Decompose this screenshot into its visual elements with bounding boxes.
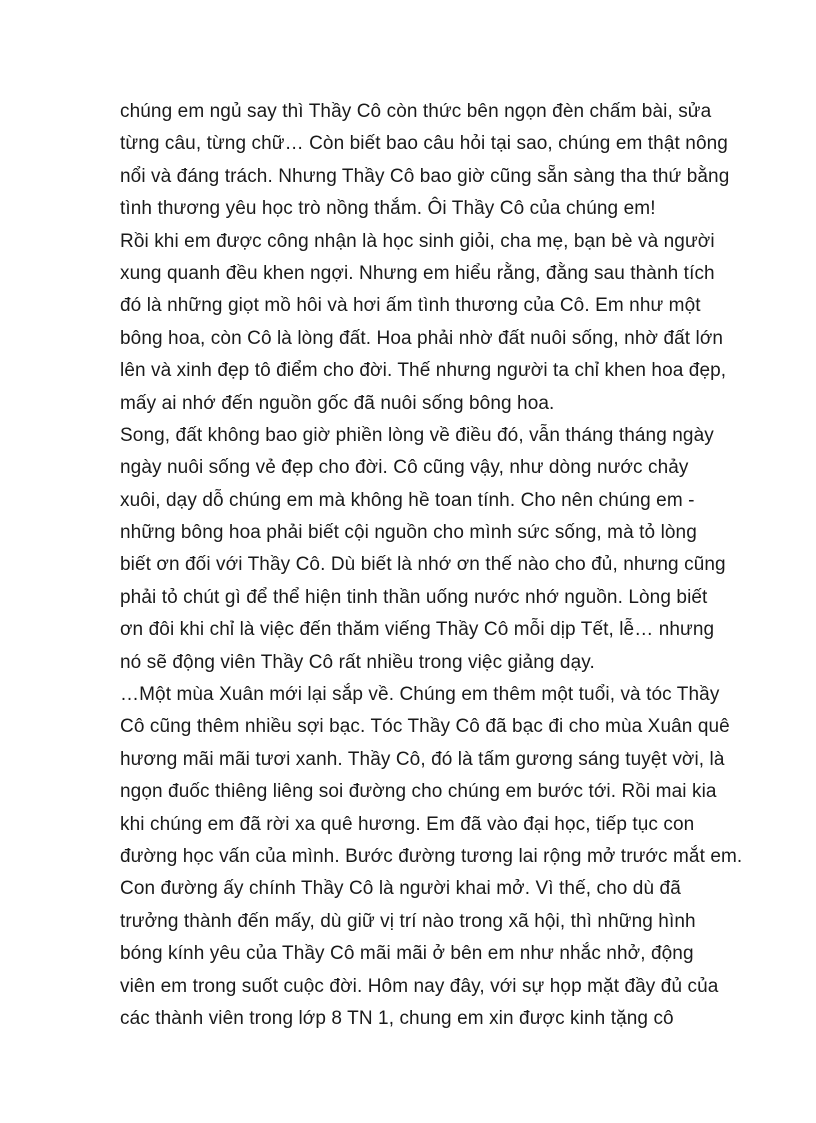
- text-line: những bông hoa phải biết cội nguồn cho mình sức sống, mà tỏ lòng: [120, 522, 697, 544]
- text-line: khi chúng em đã rời xa quê hương. Em đã vào đại học, tiếp tục con: [120, 813, 695, 835]
- text-line: các thành viên trong lớp 8 TN 1, chung em xin được kinh tặng cô: [120, 1007, 674, 1029]
- text-line: nó sẽ động viên Thầy Cô rất nhiều trong việc giảng dạy.: [120, 651, 595, 673]
- text-line: ngọn đuốc thiêng liêng soi đường cho chúng em bước tới. Rồi mai kia: [120, 781, 717, 803]
- text-line: Rồi khi em được công nhận là học sinh giỏi, cha mẹ, bạn bè và người: [120, 230, 715, 252]
- text-line: chúng em ngủ say thì Thầy Cô còn thức bên ngọn đèn chấm bài, sửa: [120, 101, 712, 122]
- body-text: [120, 96, 743, 1035]
- text-line: bóng kính yêu của Thầy Cô mãi mãi ở bên em như nhắc nhở, động: [120, 943, 694, 965]
- text-line: Con đường ấy chính Thầy Cô là người khai mở. Vì thế, cho dù đã: [120, 878, 681, 900]
- text-line: ngày nuôi sống vẻ đẹp cho đời. Cô cũng vậy, như dòng nước chảy: [120, 457, 689, 479]
- text-line: mấy ai nhớ đến nguồn gốc đã nuôi sống bông hoa.: [120, 392, 555, 414]
- text-line: trưởng thành đến mấy, dù giữ vị trí nào trong xã hội, thì những hình: [120, 910, 696, 932]
- text-line: bông hoa, còn Cô là lòng đất. Hoa phải nhờ đất nuôi sống, nhờ đất lớn: [120, 327, 724, 349]
- text-line: phải tỏ chút gì để thể hiện tinh thần uống nước nhớ nguồn. Lòng biết: [120, 586, 708, 608]
- text-line: viên em trong suốt cuộc đời. Hôm nay đây, với sự họp mặt đầy đủ của: [120, 975, 719, 997]
- text-line: từng câu, từng chữ… Còn biết bao câu hỏi tại sao, chúng em thật nông: [120, 133, 728, 155]
- text-line: hương mãi mãi tươi xanh. Thầy Cô, đó là tấm gương sáng tuyệt vời, là: [120, 748, 725, 770]
- text-line: nổi và đáng trách. Nhưng Thầy Cô bao giờ cũng sẵn sàng tha thứ bằng: [120, 165, 730, 187]
- text-line: lên và xinh đẹp tô điểm cho đời. Thế nhưng người ta chỉ khen hoa đẹp,: [120, 360, 727, 382]
- text-line: biết ơn đối với Thầy Cô. Dù biết là nhớ ơn thế nào cho đủ, nhưng cũng: [120, 554, 726, 576]
- text-line: đường học vấn của mình. Bước đường tương lai rộng mở trước mắt em.: [120, 845, 743, 867]
- text-line: Song, đất không bao giờ phiền lòng về điều đó, vẫn tháng tháng ngày: [120, 424, 714, 446]
- text-line: đó là những giọt mồ hôi và hơi ấm tình thương của Cô. Em như một: [120, 295, 701, 317]
- text-line: Cô cũng thêm nhiều sợi bạc. Tóc Thầy Cô đã bạc đi cho mùa Xuân quê: [120, 716, 730, 738]
- text-line: xung quanh đều khen ngợi. Nhưng em hiểu rằng, đằng sau thành tích: [120, 262, 715, 284]
- text-line: xuôi, dạy dỗ chúng em mà không hề toan tính. Cho nên chúng em -: [120, 489, 695, 511]
- text-line: tình thương yêu học trò nồng thắm. Ôi Thầy Cô của chúng em!: [120, 198, 656, 220]
- text-line: …Một mùa Xuân mới lại sắp về. Chúng em thêm một tuổi, và tóc Thầy: [120, 684, 720, 706]
- text-line: ơn đôi khi chỉ là việc đến thăm viếng Thầy Cô mỗi dịp Tết, lễ… nhưng: [120, 619, 715, 641]
